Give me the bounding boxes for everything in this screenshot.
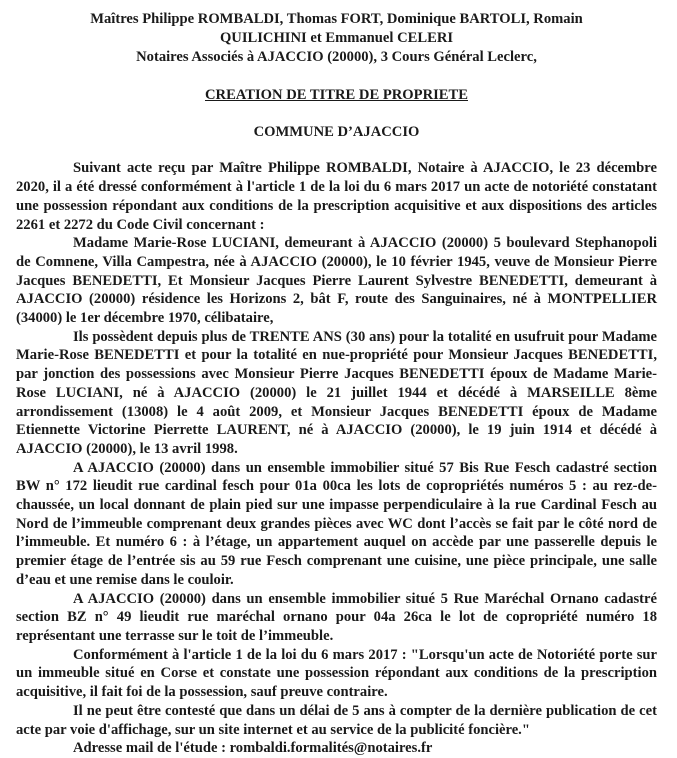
document-title: CREATION DE TITRE DE PROPRIETE xyxy=(204,87,468,103)
notary-header xyxy=(16,10,657,67)
paragraph-property-rue-ornano: A AJACCIO (20000) dans un ensemble immobilier situé 5 Rue Maréchal Ornano cadastré section BZ n° 49 lieudit rue maréchal ornano pour 04a 26ca le lot de copropriété numéro 18 représentant une terrasse sur le toit de l’immeuble. xyxy=(16,590,657,644)
notary-names-line-2: QUILICHINI et Emmanuel CELERI xyxy=(219,30,454,46)
notary-address-line: Notaires Associés à AJACCIO (20000), 3 Cours Général Leclerc, xyxy=(136,49,537,65)
paragraph-office-email: Adresse mail de l'étude : rombaldi.formalités@notaires.fr xyxy=(73,740,433,757)
document-body xyxy=(16,159,657,758)
paragraph-contest-delay: Il ne peut être contesté que dans un délai de 5 ans à compter de la dernière publication de cet acte par voie d'affichage, sur un site internet et au service de la publicité foncière." xyxy=(16,702,657,738)
paragraph-parties: Madame Marie-Rose LUCIANI, demeurant à AJACCIO (20000) 5 boulevard Stephanopoli de Comnene, Villa Campestra, née à AJACCIO (20000), le 10 février 1945, veuve de Monsieur Pierre Jacques BENEDETTI, Et Monsieur Jacques Pierre Laurent Sylvestre BENEDETTI, demeurant à AJACCIO (20000) résidence les Horizons 2, bât F, route des Sanguinaires, né à MONTPELLIER (34000) le 1er décembre 1970, célibataire, xyxy=(16,235,657,327)
paragraph-possession: Ils possèdent depuis plus de TRENTE ANS (30 ans) pour la totalité en usufruit pour Madame Marie-Rose BENEDETTI et pour la totalité en nue-propriété pour Monsieur Jacques BENEDETTI, par jonction des possessions avec Monsieur Pierre Jacques BENEDETTI époux de Madame Marie-Rose LUCIANI, né à AJACCIO (20000) le 21 juillet 1944 et décédé à MARSEILLE 8ème arrondissement (13008) le 4 août 2009, et Monsieur Jacques BENEDETTI époux de Madame Etiennette Victorine Pierrette LAURENT, né à AJACCIO (20000), le 19 juin 1914 et décédé à AJACCIO (20000), le 13 avril 1998. xyxy=(16,328,657,457)
paragraph-deed-intro: Suivant acte reçu par Maître Philippe ROMBALDI, Notaire à AJACCIO, le 23 décembre 2020, il a été dressé conformément à l'article 1 de la loi du 6 mars 2017 un acte de notoriété constatant une possession répondant aux conditions de la prescription acquisitive et aux dispositions des articles 2261 et 2272 du Code Civil concernant : xyxy=(16,160,657,233)
notice-document xyxy=(16,10,657,758)
paragraph-property-rue-fesch: A AJACCIO (20000) dans un ensemble immobilier situé 57 Bis Rue Fesch cadastré section BW n° 172 lieudit rue cardinal fesch pour 01a 00ca les lots de copropriétés numéros 5 : au rez-de-chaussée, un local donnant de plain pied sur une impasse perpendiculaire à la rue Cardinal Fesch au Nord de l’immeuble comprenant deux grandes pièces avec WC dont l’accès se fait par le côté nord de l’immeuble. Et numéro 6 : à l’étage, un appartement auquel on accède par une passerelle depuis le premier étage de l’entrée sis au 59 rue Fesch comprenant une cuisine, une pièce principale, une salle d’eau et une remise dans le couloir. xyxy=(16,459,657,588)
paragraph-law-quote: Conformément à l'article 1 de la loi du 6 mars 2017 : "Lorsqu'un acte de Notoriété porte sur un immeuble situé en Corse et constate une possession répondant aux conditions de la prescription acquisitive, il fait foi de la possession, sauf preuve contraire. xyxy=(16,646,657,701)
notary-names-line-1: Maîtres Philippe ROMBALDI, Thomas FORT, Dominique BARTOLI, Romain xyxy=(90,11,583,27)
commune-heading: COMMUNE D’AJACCIO xyxy=(253,123,420,140)
